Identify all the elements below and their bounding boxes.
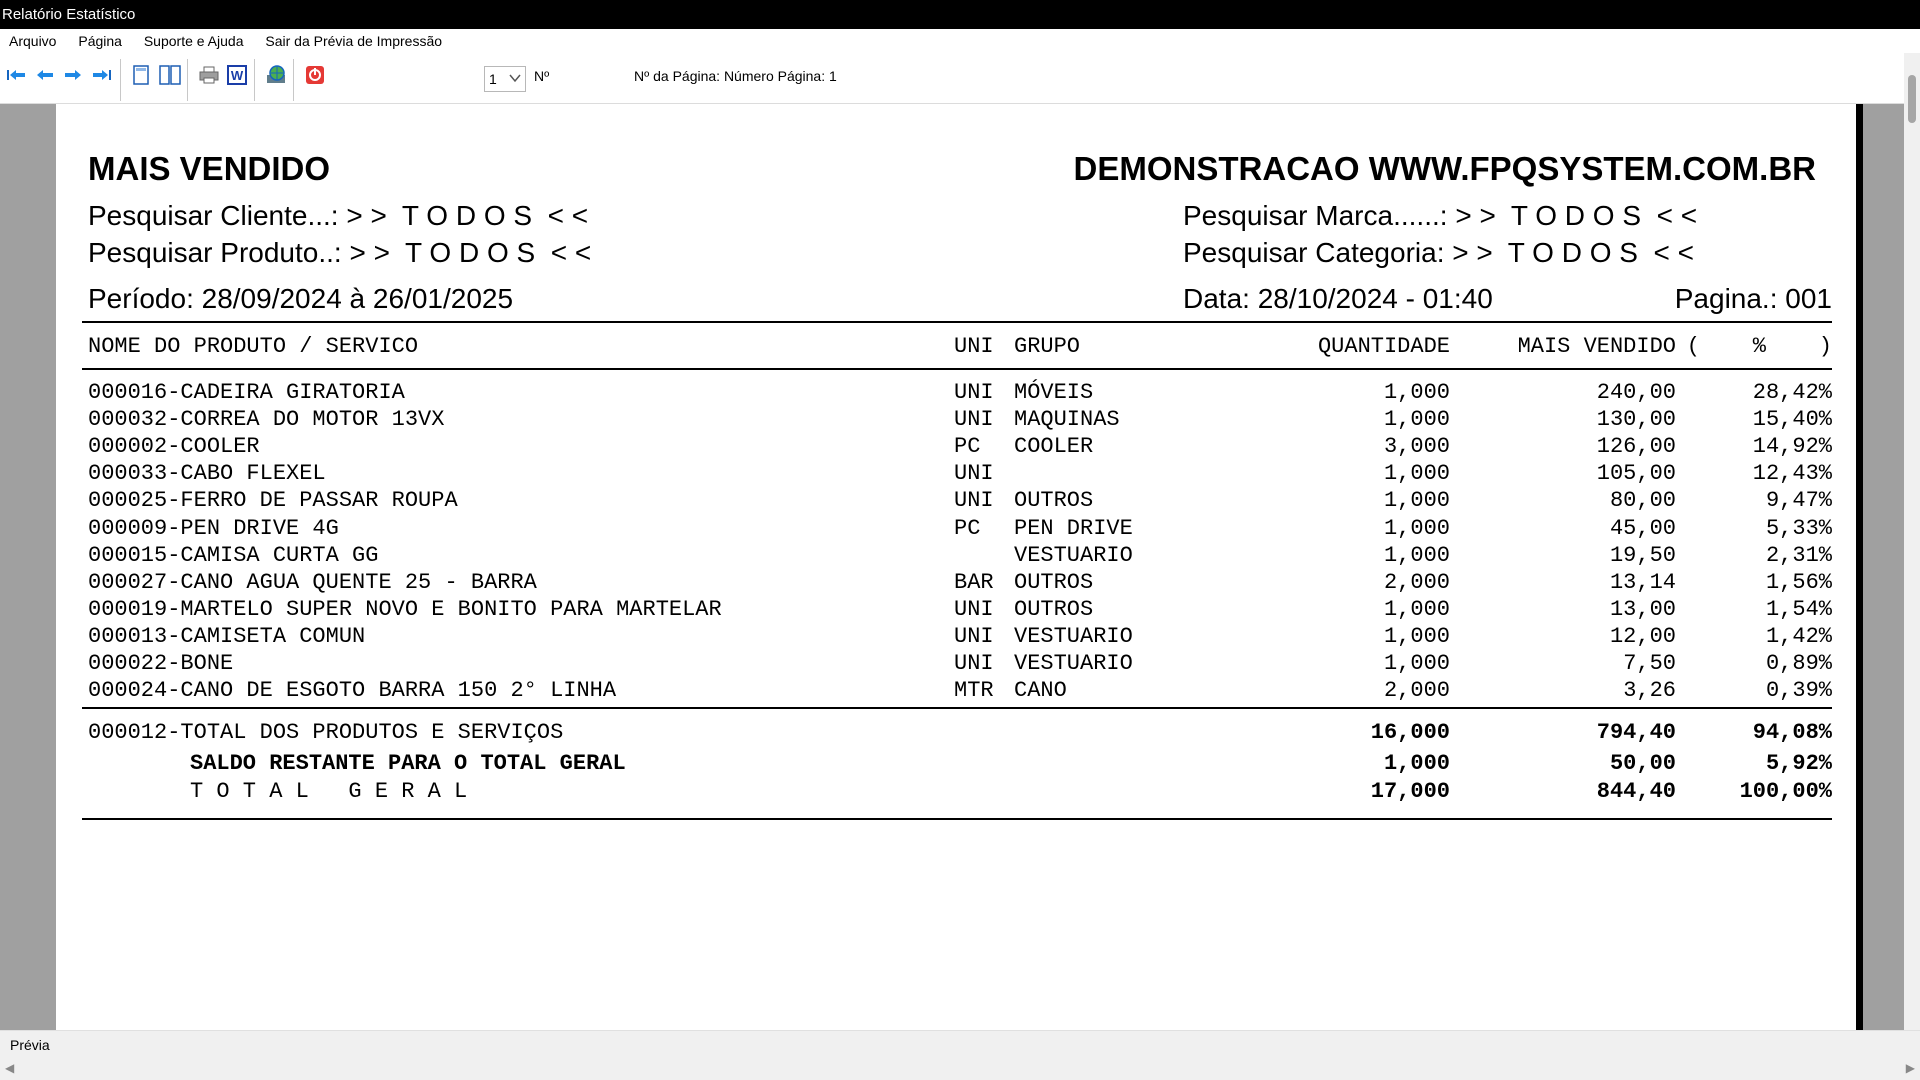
cell-quantidade: 2,000 (1383, 570, 1450, 595)
status-bar: Prévia (0, 1030, 1920, 1058)
cell-quantidade: 1,000 (1383, 543, 1450, 568)
window-title: Relatório Estatístico (0, 0, 1920, 29)
cell-uni: UNI (954, 461, 994, 486)
cell-percent: 15,40% (1752, 407, 1832, 432)
cell-valor: 80,00 (1609, 488, 1676, 513)
cell-valor: 45,00 (1609, 516, 1676, 541)
cell-produto: 000032-CORREA DO MOTOR 13VX (88, 407, 445, 432)
preview-area[interactable] (0, 104, 1904, 1030)
first-page-icon[interactable] (3, 62, 29, 88)
svg-text:W: W (230, 68, 244, 83)
cell-uni: UNI (954, 380, 994, 405)
filter-categoria: Pesquisar Categoria: > > T O D O S < < (1183, 237, 1694, 268)
scroll-left-icon[interactable]: ◀ (5, 1061, 15, 1075)
cell-uni: PC (954, 434, 981, 459)
cell-quantidade: 1,000 (1383, 516, 1450, 541)
page-select-value: 1 (489, 71, 497, 87)
cell-quantidade: 1,000 (1383, 407, 1450, 432)
cell-valor: 19,50 (1609, 543, 1676, 568)
col-header-produto: NOME DO PRODUTO / SERVICO (88, 334, 419, 359)
cell-percent: 14,92% (1752, 434, 1832, 459)
cell-uni: PC (954, 516, 981, 541)
cell-percent: 5,33% (1765, 516, 1832, 541)
filter-cliente: Pesquisar Cliente...: > > T O D O S < < (88, 200, 589, 231)
two-pages-icon[interactable] (157, 62, 183, 88)
divider (82, 321, 1832, 323)
cell-grupo: VESTUARIO (1014, 624, 1133, 649)
cell-produto: 000033-CABO FLEXEL (88, 461, 326, 486)
cell-grupo: MÓVEIS (1014, 380, 1094, 405)
total-valor: 50,00 (1609, 751, 1676, 776)
total-percent: 94,08% (1752, 720, 1832, 745)
menu-arquivo[interactable]: Arquivo (9, 33, 57, 49)
menu-pagina[interactable]: Página (78, 33, 122, 49)
cell-quantidade: 2,000 (1383, 678, 1450, 703)
cell-valor: 12,00 (1609, 624, 1676, 649)
cell-percent: 1,54% (1765, 597, 1832, 622)
col-header-percent: ( % ) (1686, 334, 1832, 359)
cell-valor: 130,00 (1596, 407, 1676, 432)
col-header-uni: UNI (954, 334, 994, 359)
cell-valor: 3,26 (1623, 678, 1676, 703)
cell-grupo: VESTUARIO (1014, 543, 1133, 568)
cell-percent: 12,43% (1752, 461, 1832, 486)
cell-percent: 1,56% (1765, 570, 1832, 595)
vertical-scrollbar[interactable] (1904, 53, 1920, 1030)
cell-percent: 9,47% (1765, 488, 1832, 513)
cell-valor: 126,00 (1596, 434, 1676, 459)
cell-quantidade: 1,000 (1383, 597, 1450, 622)
cell-grupo: COOLER (1014, 434, 1094, 459)
cell-quantidade: 3,000 (1383, 434, 1450, 459)
cell-produto: 000015-CAMISA CURTA GG (88, 543, 379, 568)
cell-valor: 7,50 (1623, 651, 1676, 676)
col-header-mais-vendido: MAIS VENDIDO (1517, 334, 1676, 359)
cell-percent: 0,39% (1765, 678, 1832, 703)
cell-grupo: VESTUARIO (1014, 651, 1133, 676)
single-page-icon[interactable] (128, 62, 154, 88)
cell-uni: UNI (954, 624, 994, 649)
cell-uni: UNI (954, 407, 994, 432)
web-export-icon[interactable] (263, 62, 289, 88)
cell-valor: 13,14 (1609, 570, 1676, 595)
menu-suporte[interactable]: Suporte e Ajuda (143, 33, 244, 49)
cell-valor: 105,00 (1596, 461, 1676, 486)
scroll-right-icon[interactable]: ▶ (1905, 1061, 1915, 1075)
total-valor: 844,40 (1596, 779, 1676, 804)
total-valor: 794,40 (1596, 720, 1676, 745)
cell-produto: 000024-CANO DE ESGOTO BARRA 150 2° LINHA (88, 678, 617, 703)
cell-produto: 000025-FERRO DE PASSAR ROUPA (88, 488, 458, 513)
divider (82, 707, 1832, 709)
prev-page-icon[interactable] (32, 62, 58, 88)
cell-grupo: OUTROS (1014, 488, 1094, 513)
menu-sair-previa[interactable]: Sair da Prévia de Impressão (265, 33, 443, 49)
chevron-down-icon (509, 73, 521, 83)
report-title: MAIS VENDIDO (88, 150, 331, 187)
cell-percent: 2,31% (1765, 543, 1832, 568)
divider (82, 368, 1832, 370)
cell-quantidade: 1,000 (1383, 461, 1450, 486)
col-header-grupo: GRUPO (1014, 334, 1081, 359)
horizontal-scrollbar[interactable] (0, 1058, 1920, 1080)
cell-uni: UNI (954, 651, 994, 676)
total-percent: 100,00% (1739, 779, 1832, 804)
total-quantidade: 1,000 (1383, 751, 1450, 776)
total-label: T O T A L G E R A L (190, 779, 468, 804)
cell-valor: 13,00 (1609, 597, 1676, 622)
print-icon[interactable] (196, 62, 222, 88)
cell-percent: 0,89% (1765, 651, 1832, 676)
cell-percent: 28,42% (1752, 380, 1832, 405)
cell-quantidade: 1,000 (1383, 380, 1450, 405)
cell-produto: 000027-CANO AGUA QUENTE 25 - BARRA (88, 570, 537, 595)
total-label: SALDO RESTANTE PARA O TOTAL GERAL (190, 751, 626, 776)
page-info: Nº da Página: Número Página: 1 (634, 68, 837, 84)
cell-grupo: PEN DRIVE (1014, 516, 1133, 541)
cell-quantidade: 1,000 (1383, 624, 1450, 649)
scroll-thumb[interactable] (1908, 75, 1916, 123)
total-quantidade: 17,000 (1370, 779, 1450, 804)
page-number-label: Nº (534, 68, 550, 84)
last-page-icon[interactable] (89, 62, 115, 88)
total-quantidade: 16,000 (1370, 720, 1450, 745)
toolbar (0, 53, 1920, 104)
total-label: 000012-TOTAL DOS PRODUTOS E SERVIÇOS (88, 720, 564, 745)
cell-produto: 000013-CAMISETA COMUN (88, 624, 366, 649)
cell-quantidade: 1,000 (1383, 488, 1450, 513)
cell-valor: 240,00 (1596, 380, 1676, 405)
cell-uni: UNI (954, 488, 994, 513)
report-pagina: Pagina.: 001 (1674, 283, 1832, 314)
divider (82, 818, 1832, 820)
report-page (56, 104, 1863, 1030)
cell-percent: 1,42% (1765, 624, 1832, 649)
cell-uni: UNI (954, 597, 994, 622)
cell-grupo: OUTROS (1014, 597, 1094, 622)
cell-uni: MTR (954, 678, 994, 703)
cell-produto: 000022-BONE (88, 651, 234, 676)
cell-produto: 000009-PEN DRIVE 4G (88, 516, 339, 541)
report-periodo: Período: 28/09/2024 à 26/01/2025 (88, 283, 514, 314)
report-brand: DEMONSTRACAO WWW.FPQSYSTEM.COM.BR (1073, 150, 1816, 187)
word-export-icon[interactable] (224, 62, 250, 88)
cell-uni: BAR (954, 570, 994, 595)
exit-icon[interactable] (302, 62, 328, 88)
filter-produto: Pesquisar Produto..: > > T O D O S < < (88, 237, 592, 268)
cell-grupo: CANO (1014, 678, 1067, 703)
report-data: Data: 28/10/2024 - 01:40 (1183, 283, 1493, 314)
cell-produto: 000002-COOLER (88, 434, 260, 459)
page-select[interactable] (484, 66, 526, 92)
menu-bar (0, 29, 1920, 53)
col-header-quantidade: QUANTIDADE (1317, 334, 1450, 359)
cell-grupo: MAQUINAS (1014, 407, 1120, 432)
cell-produto: 000019-MARTELO SUPER NOVO E BONITO PARA MARTELAR (88, 597, 722, 622)
cell-quantidade: 1,000 (1383, 651, 1450, 676)
cell-grupo: OUTROS (1014, 570, 1094, 595)
total-percent: 5,92% (1765, 751, 1832, 776)
filter-marca: Pesquisar Marca......: > > T O D O S < < (1183, 200, 1698, 231)
next-page-icon[interactable] (60, 62, 86, 88)
cell-produto: 000016-CADEIRA GIRATORIA (88, 380, 405, 405)
